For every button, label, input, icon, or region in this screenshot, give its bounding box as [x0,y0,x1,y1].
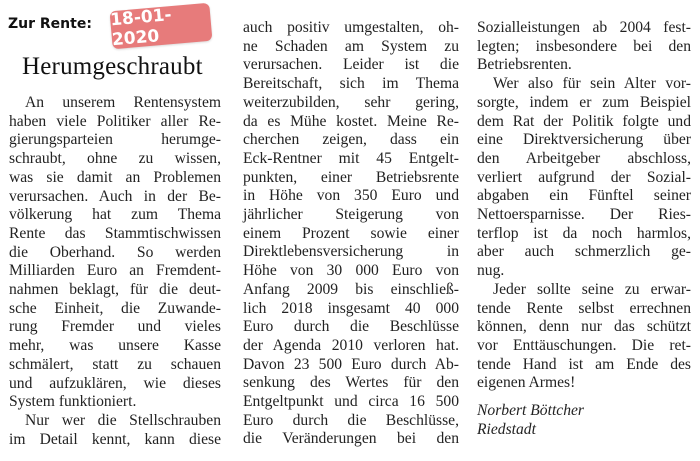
text-line: senkung des Wertes für den [243,374,459,392]
text-line: Eck-Rentner mit 45 Entgelt- [243,149,459,167]
text-line: Nettoersparnisse. Der Ries- [477,206,691,224]
text-line: punkten, einer Betriebsrente [243,168,459,186]
text-line: Sozialleistungen ab 2004 fest- [477,19,691,36]
text-line: nug. [477,262,505,280]
text-line: abgaben ein Fünftel seiner [477,187,691,205]
date-badge: 18-01-2020 [110,3,213,50]
text-line: aber auch schmerzlich ge- [477,243,691,261]
text-line: Milliarden Euro an Fremdent- [9,262,221,280]
text-line: mehr, was unsere Kasse [9,337,221,355]
text-line: Davon 23 500 Euro durch Ab- [243,355,459,373]
text-line: Jeder sollte seine zu erwar- [493,280,691,298]
text-line: was sie damit an Problemen [9,168,221,186]
text-line: nahmen beklagt, für die deut- [9,281,221,299]
text-line: sche Einheit, die Zuwande- [9,299,221,317]
text-line: einem Prozent sowie einer [243,224,459,242]
text-line: schraubt, ohne zu wissen, [9,150,221,168]
author-place: Riedstadt [477,420,536,438]
text-line: in Höhe von 350 Euro und [243,187,459,205]
text-line: die Veränderungen bei den [243,430,459,448]
text-line: tende Rente selbst errechnen [477,299,691,317]
text-line: der Agenda 2010 verloren hat. [243,336,459,354]
text-line: da es Mühe kostet. Meine Re- [243,112,459,130]
text-line: cherchen zeigen, dass ein [243,131,459,149]
text-line: Direktlebensversicherung in [243,243,459,261]
text-line: verursachen. Leider ist die [243,56,459,74]
text-line: Entgeltpunkt und circa 16 500 [243,393,459,411]
text-line: lich 2018 insgesamt 40 000 [243,299,459,317]
article-column-3 [477,19,691,439]
text-line: können, denn nur das schützt [477,318,691,336]
text-line: gierungsparteien herumge- [9,131,221,149]
text-line: die Oberhand. So werden [9,243,221,261]
text-line: Höhe von 30 000 Euro von [243,262,459,280]
text-line: eine Direktversicherung über [477,131,691,149]
text-line: verliert aufgrund der Sozial- [477,168,691,186]
author-name: Norbert Böttcher [477,402,584,420]
text-line: jährlicher Steigerung von [243,206,459,224]
spacer [477,393,691,402]
text-line: Wer also für sein Alter vor- [493,75,691,93]
text-line: Euro durch die Beschlüsse [243,318,459,336]
text-line: weiterzubilden, sehr gering, [243,93,459,111]
text-line: ne Schaden am System zu [243,37,459,55]
text-line: terflop ist da noch harmlos, [477,224,691,242]
text-line: im Detail kennt, kann diese [9,430,221,448]
text-line: legten; insbesondere bei den [477,37,691,55]
letter-kicker: Zur Rente: [8,16,92,32]
text-line: und aufzuklären, wie dieses [9,374,221,392]
article-column-1 [9,94,221,449]
text-line: Betriebsrenten. [477,56,572,74]
text-line: An unserem Rentensystem [25,94,221,111]
text-line: rung Fremder und vieles [9,318,221,336]
text-line: sorgte, indem er zum Beispiel [477,93,691,111]
text-line: Nur wer die Stellschrauben [25,411,221,429]
text-line: Rente das Stammtischwissen [9,224,221,242]
text-line: völkerung hat zum Thema [9,206,221,224]
text-line: tende Hand ist am Ende des [477,355,691,373]
text-line: den Arbeitgeber abschloss, [477,149,691,167]
article-column-2 [243,19,459,449]
text-line: vor Enttäuschungen. Die ret- [477,336,691,354]
text-line: schmälert, statt zu schauen [9,355,221,373]
text-line: Anfang 2009 bis einschließ- [243,280,459,298]
text-line: auch positiv umgestalten, oh- [243,19,459,36]
text-line: System funktioniert. [9,393,137,411]
headline: Herumgeschraubt [22,53,203,80]
text-line: verursachen. Auch in der Be- [9,187,221,205]
text-line: Bereitschaft, sich im Thema [243,75,459,93]
text-line: eigenen Armes! [477,374,576,392]
text-line: haben viele Politiker aller Re- [9,112,221,130]
text-line: dem Rat der Politik folgte und [477,112,691,130]
text-line: Euro durch die Beschlüsse, [243,411,459,429]
